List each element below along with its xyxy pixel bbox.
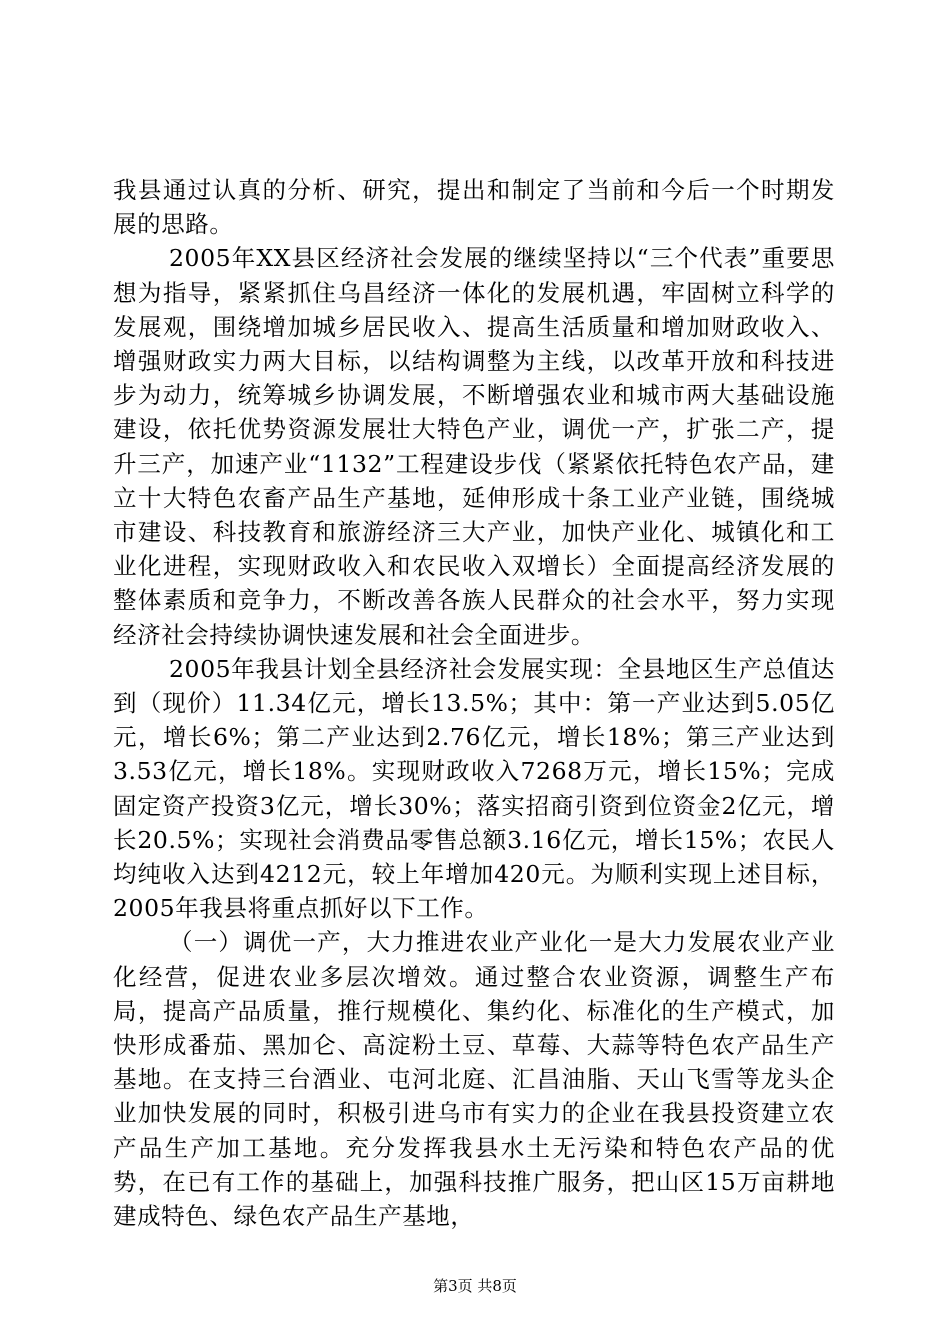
- paragraph-4: （一）调优一产，大力推进农业产业化一是大力发展农业产业化经营，促进农业多层次增效。通过整合农业资源，调整生产布局，提高产品质量，推行规模化、集约化、标准化的生产模式，加快形成番茄、黑加仑、高淀粉土豆、草莓、大蒜等特色农产品生产基地。在支持三台酒业、屯河北庭、汇昌油脂、天山飞雪等龙头企业加快发展的同时，积极引进乌市有实力的企业在我县投资建立农产品生产加工基地。充分发挥我县水土无污染和特色农产品的优势，在已有工作的基础上，加强科技推广服务，把山区15万亩耕地建成特色、绿色农产品生产基地，: [113, 928, 835, 1231]
- paragraph-2: 2005年XX县区经济社会发展的继续坚持以“三个代表”重要思想为指导，紧紧抓住乌昌经济一体化的发展机遇，牢固树立科学的发展观，围绕增加城乡居民收入、提高生活质量和增加财政收入、增强财政实力两大目标，以结构调整为主线，以改革开放和科技进步为动力，统筹城乡协调发展，不断增强农业和城市两大基础设施建设，依托优势资源发展壮大特色产业，调优一产，扩张二产，提升三产，加速产业“1132”工程建设步伐（紧紧依托特色农产品，建立十大特色农畜产品生产基地，延伸形成十条工业产业链，围绕城市建设、科技教育和旅游经济三大产业，加快产业化、城镇化和工业化进程，实现财政收入和农民收入双增长）全面提高经济发展的整体素质和竞争力，不断改善各族人民群众的社会水平，努力实现经济社会持续协调快速发展和社会全面进步。: [113, 244, 835, 649]
- page-number-footer: 第3页 共8页: [433, 1277, 517, 1295]
- paragraph-1: 我县通过认真的分析、研究，提出和制定了当前和今后一个时期发展的思路。: [113, 176, 835, 239]
- document-body: [113, 173, 835, 1233]
- paragraph-3: 2005年我县计划全县经济社会发展实现：全县地区生产总值达到（现价）11.34亿元，增长13.5%；其中：第一产业达到5.05亿元，增长6%；第二产业达到2.76亿元，增长18%；第三产业达到3.53亿元，增长18%。实现财政收入7268万元，增长15%；完成固定资产投资3亿元，增长30%；落实招商引资到位资金2亿元，增长20.5%；实现社会消费品零售总额3.16亿元，增长15%；农民人均纯收入达到4212元，较上年增加420元。为顺利实现上述目标，2005年我县将重点抓好以下工作。: [113, 654, 835, 923]
